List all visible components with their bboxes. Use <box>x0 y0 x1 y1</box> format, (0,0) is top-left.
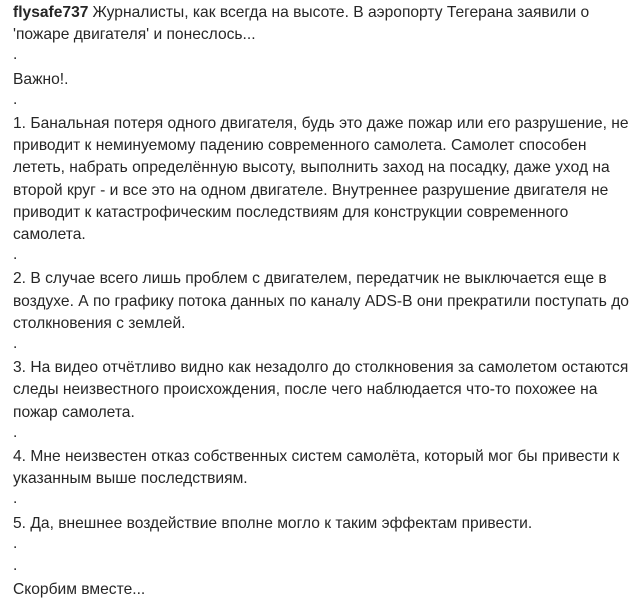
caption-text: Журналисты, как всегда на высоте. В аэропорту Тегерана заявили о <box>92 4 590 21</box>
caption-line: лететь, набрать определённую высоту, выполнить заход на посадку, даже уход на <box>13 159 610 177</box>
separator-dot: . <box>13 90 18 108</box>
caption-line: воздухе. А по графику потока данных по каналу ADS-B они прекратили поступать до <box>13 292 629 310</box>
caption-line: 2. В случае всего лишь проблем с двигателем, передатчик не выключается еще в <box>13 270 607 288</box>
separator-dot: . <box>13 46 18 64</box>
caption-line-1 <box>13 2 636 24</box>
caption-line: приводит к катастрофическим последствиям для конструкции современного <box>13 203 569 221</box>
caption-line: Скорбим вместе... <box>13 581 146 599</box>
caption-line: пожар самолета. <box>13 403 135 421</box>
separator-dot: . <box>13 556 18 574</box>
separator-dot: . <box>13 534 18 552</box>
separator-dot: . <box>13 335 18 352</box>
caption-line: 5. Да, внешнее воздействие вполне могло к таким эффектам привести. <box>13 514 533 532</box>
caption-line: самолета. <box>13 226 86 243</box>
caption-line: столкновения с землей. <box>13 314 186 332</box>
caption-line: 'пожаре двигателя' и понеслось... <box>13 26 256 44</box>
caption-line: 3. На видео отчётливо видно как незадолго до столкновения за самолетом остаются <box>13 359 629 377</box>
caption-line: указанным выше последствиям. <box>13 470 248 488</box>
caption-line: следы неизвестного происхождения, после чего наблюдается что-то похожее на <box>13 381 598 399</box>
caption-line: второй круг - и все это на одном двигателе. Внутреннее разрушение двигателя не <box>13 181 609 199</box>
caption-line: 1. Банальная потеря одного двигателя, будь это даже пожар или его разрушение, не <box>13 114 629 132</box>
separator-dot: . <box>13 246 18 264</box>
username-link[interactable]: flysafe737 <box>13 4 89 21</box>
separator-dot: . <box>13 423 18 441</box>
caption-line: 4. Мне неизвестен отказ собственных систем самолёта, который мог бы привести к <box>13 447 620 465</box>
caption-line: Важно!. <box>13 70 69 88</box>
separator-dot: . <box>13 490 18 508</box>
caption-line: приводит к неминуемому падению современного самолета. Самолет способен <box>13 137 587 155</box>
